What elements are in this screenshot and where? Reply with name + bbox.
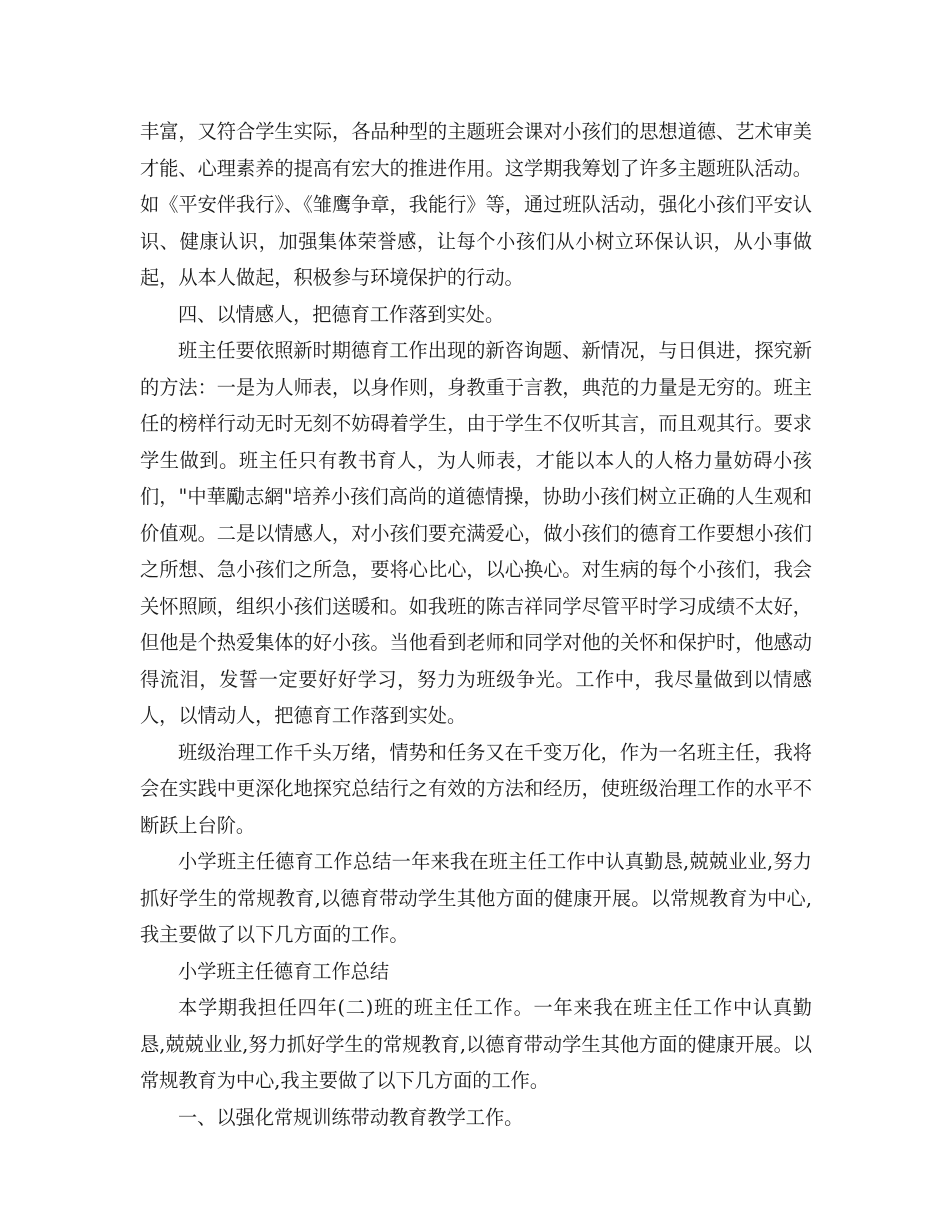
paragraph-class-management: 班级治理工作千头万绪，情势和任务又在千变万化，作为一名班主任，我将会在实践中更深化地探究总结行之有效的方法和经历，使班级治理工作的水平不断跃上台阶。 — [140, 740, 812, 837]
document-body — [140, 114, 812, 1136]
paragraph-teacher-example: 班主任要依照新时期德育工作出现的新咨询题、新情况，与日俱进，探究新的方法：一是为人师表，以身作则，身教重于言教，典范的力量是无穷的。班主任的榜样行动无时无刻不妨碍着学生，由于学生不仅听其言，而且观其行。要求学生做到。班主任只有教书育人，为人师表，才能以本人的人格力量妨碍小孩们，"中華勵志網"培养小孩们高尚的道德情操，协助小孩们树立正确的人生观和价值观。二是以情感人，对小孩们要充满爱心，做小孩们的德育工作要想小孩们之所想、急小孩们之所急，要将心比心，以心换心。对生病的每个小孩们，我会关怀照顾，组织小孩们送暖和。如我班的陈吉祥同学尽管平时学习成绩不太好，但他是个热爱集体的好小孩。当他看到老师和同学对他的关怀和保护时，他感动得流泪，发誓一定要好好学习，努力为班级争光。工作中，我尽量做到以情感人，以情动人，把德育工作落到实处。 — [140, 339, 812, 727]
paragraph-continuation: 丰富，又符合学生实际，各品种型的主题班会课对小孩们的思想道德、艺术审美才能、心理素养的提高有宏大的推进作用。这学期我筹划了许多主题班队活动。如《平安伴我行》、《雏鹰争章，我能行》等，通过班队活动，强化小孩们平安认识、健康认识，加强集体荣誉感，让每个小孩们从小树立环保认识，从小事做起，从本人做起，积极参与环境保护的行动。 — [140, 120, 812, 289]
document-subtitle: 小学班主任德育工作总结 — [178, 959, 390, 983]
section-heading-four: 四、以情感人，把德育工作落到实处。 — [178, 302, 505, 326]
paragraph-summary-intro: 小学班主任德育工作总结一年来我在班主任工作中认真勤恳,兢兢业业,努力抓好学生的常规教育,以德育带动学生其他方面的健康开展。以常规教育为中心,我主要做了以下几方面的工作。 — [140, 850, 812, 946]
section-heading-one: 一、以强化常规训练带动教育教学工作。 — [178, 1105, 524, 1129]
paragraph-semester-intro: 本学期我担任四年(二)班的班主任工作。一年来我在班主任工作中认真勤恳,兢兢业业,努力抓好学生的常规教育,以德育带动学生其他方面的健康开展。以常规教育为中心,我主要做了以下几方面的工作。 — [140, 996, 812, 1092]
